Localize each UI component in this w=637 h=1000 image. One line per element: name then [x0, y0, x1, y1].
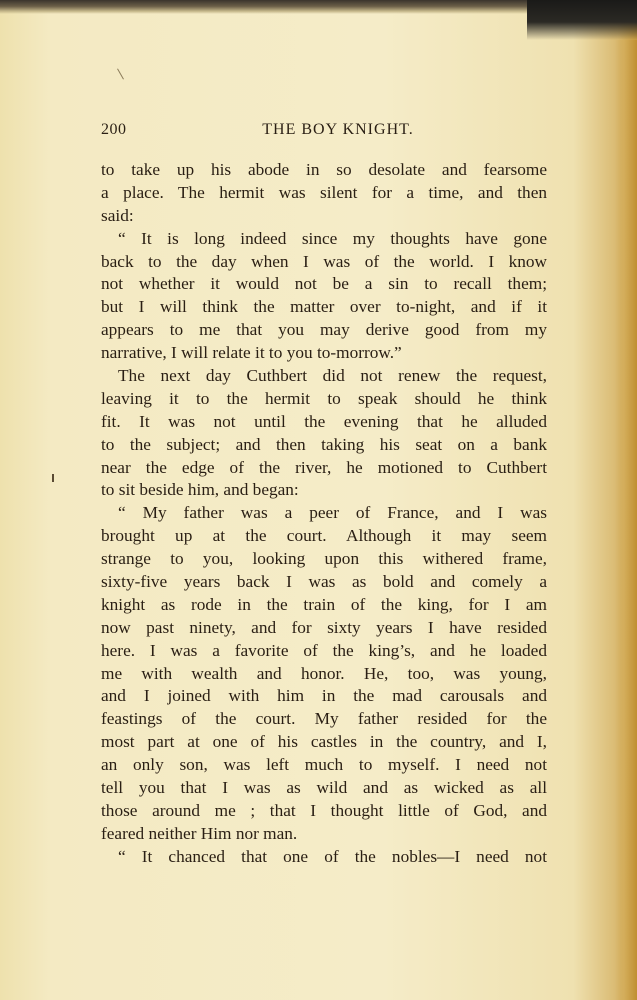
- page-header: [101, 121, 545, 145]
- text-line: but I will think the matter over to-night, and if it: [101, 297, 547, 317]
- scan-corner-shadow: [527, 0, 637, 40]
- text-line: fit. It was not until the evening that he alluded: [101, 411, 547, 431]
- text-line: sixty-five years back I was as bold and comely a: [101, 572, 547, 592]
- text-line: “ It is long indeed since my thoughts have gone: [118, 228, 547, 248]
- text-line: said:: [101, 205, 134, 225]
- text-line: The next day Cuthbert did not renew the request,: [118, 366, 547, 386]
- text-line: knight as rode in the train of the king, for I am: [101, 594, 547, 614]
- text-line: tell you that I was as wild and as wicked as all: [101, 778, 547, 798]
- body-text: [101, 159, 547, 869]
- text-line: back to the day when I was of the world. I know: [101, 251, 547, 271]
- text-line: a place. The hermit was silent for a time, and then: [101, 182, 547, 202]
- text-line: an only son, was left much to myself. I need not: [101, 755, 547, 775]
- text-line: those around me ; that I thought little of God, and: [101, 800, 547, 820]
- text-line: brought up at the court. Although it may seem: [101, 526, 547, 546]
- text-line: near the edge of the river, he motioned to Cuthbert: [101, 457, 547, 477]
- text-line: me with wealth and honor. He, too, was young,: [101, 663, 547, 683]
- text-line: most part at one of his castles in the country, and I,: [101, 732, 547, 752]
- text-line: “ My father was a peer of France, and I was: [118, 503, 547, 523]
- text-line: to the subject; and then taking his seat on a bank: [101, 434, 547, 454]
- text-line: narrative, I will relate it to you to-morrow.”: [101, 343, 402, 363]
- text-line: now past ninety, and for sixty years I have resided: [101, 617, 547, 637]
- text-line: feastings of the court. My father resided for the: [101, 709, 547, 729]
- stray-mark: [52, 474, 54, 482]
- page-number: 200: [101, 121, 127, 138]
- page-gutter-shadow: [615, 40, 637, 1000]
- text-line: here. I was a favorite of the king’s, and he loaded: [101, 640, 547, 660]
- text-line: “ It chanced that one of the nobles—I need not: [118, 846, 547, 866]
- text-line: to take up his abode in so desolate and fearsome: [101, 160, 547, 179]
- text-line: not whether it would not be a sin to recall them;: [101, 274, 547, 294]
- text-line: appears to me that you may derive good from my: [101, 320, 547, 340]
- running-head: THE BOY KNIGHT.: [262, 121, 414, 138]
- text-line: feared neither Him nor man.: [101, 823, 298, 843]
- text-line: to sit beside him, and began:: [101, 480, 299, 500]
- text-line: and I joined with him in the mad carousals and: [101, 686, 547, 706]
- text-line: strange to you, looking upon this withered frame,: [101, 549, 547, 569]
- text-line: leaving it to the hermit to speak should he think: [101, 388, 547, 408]
